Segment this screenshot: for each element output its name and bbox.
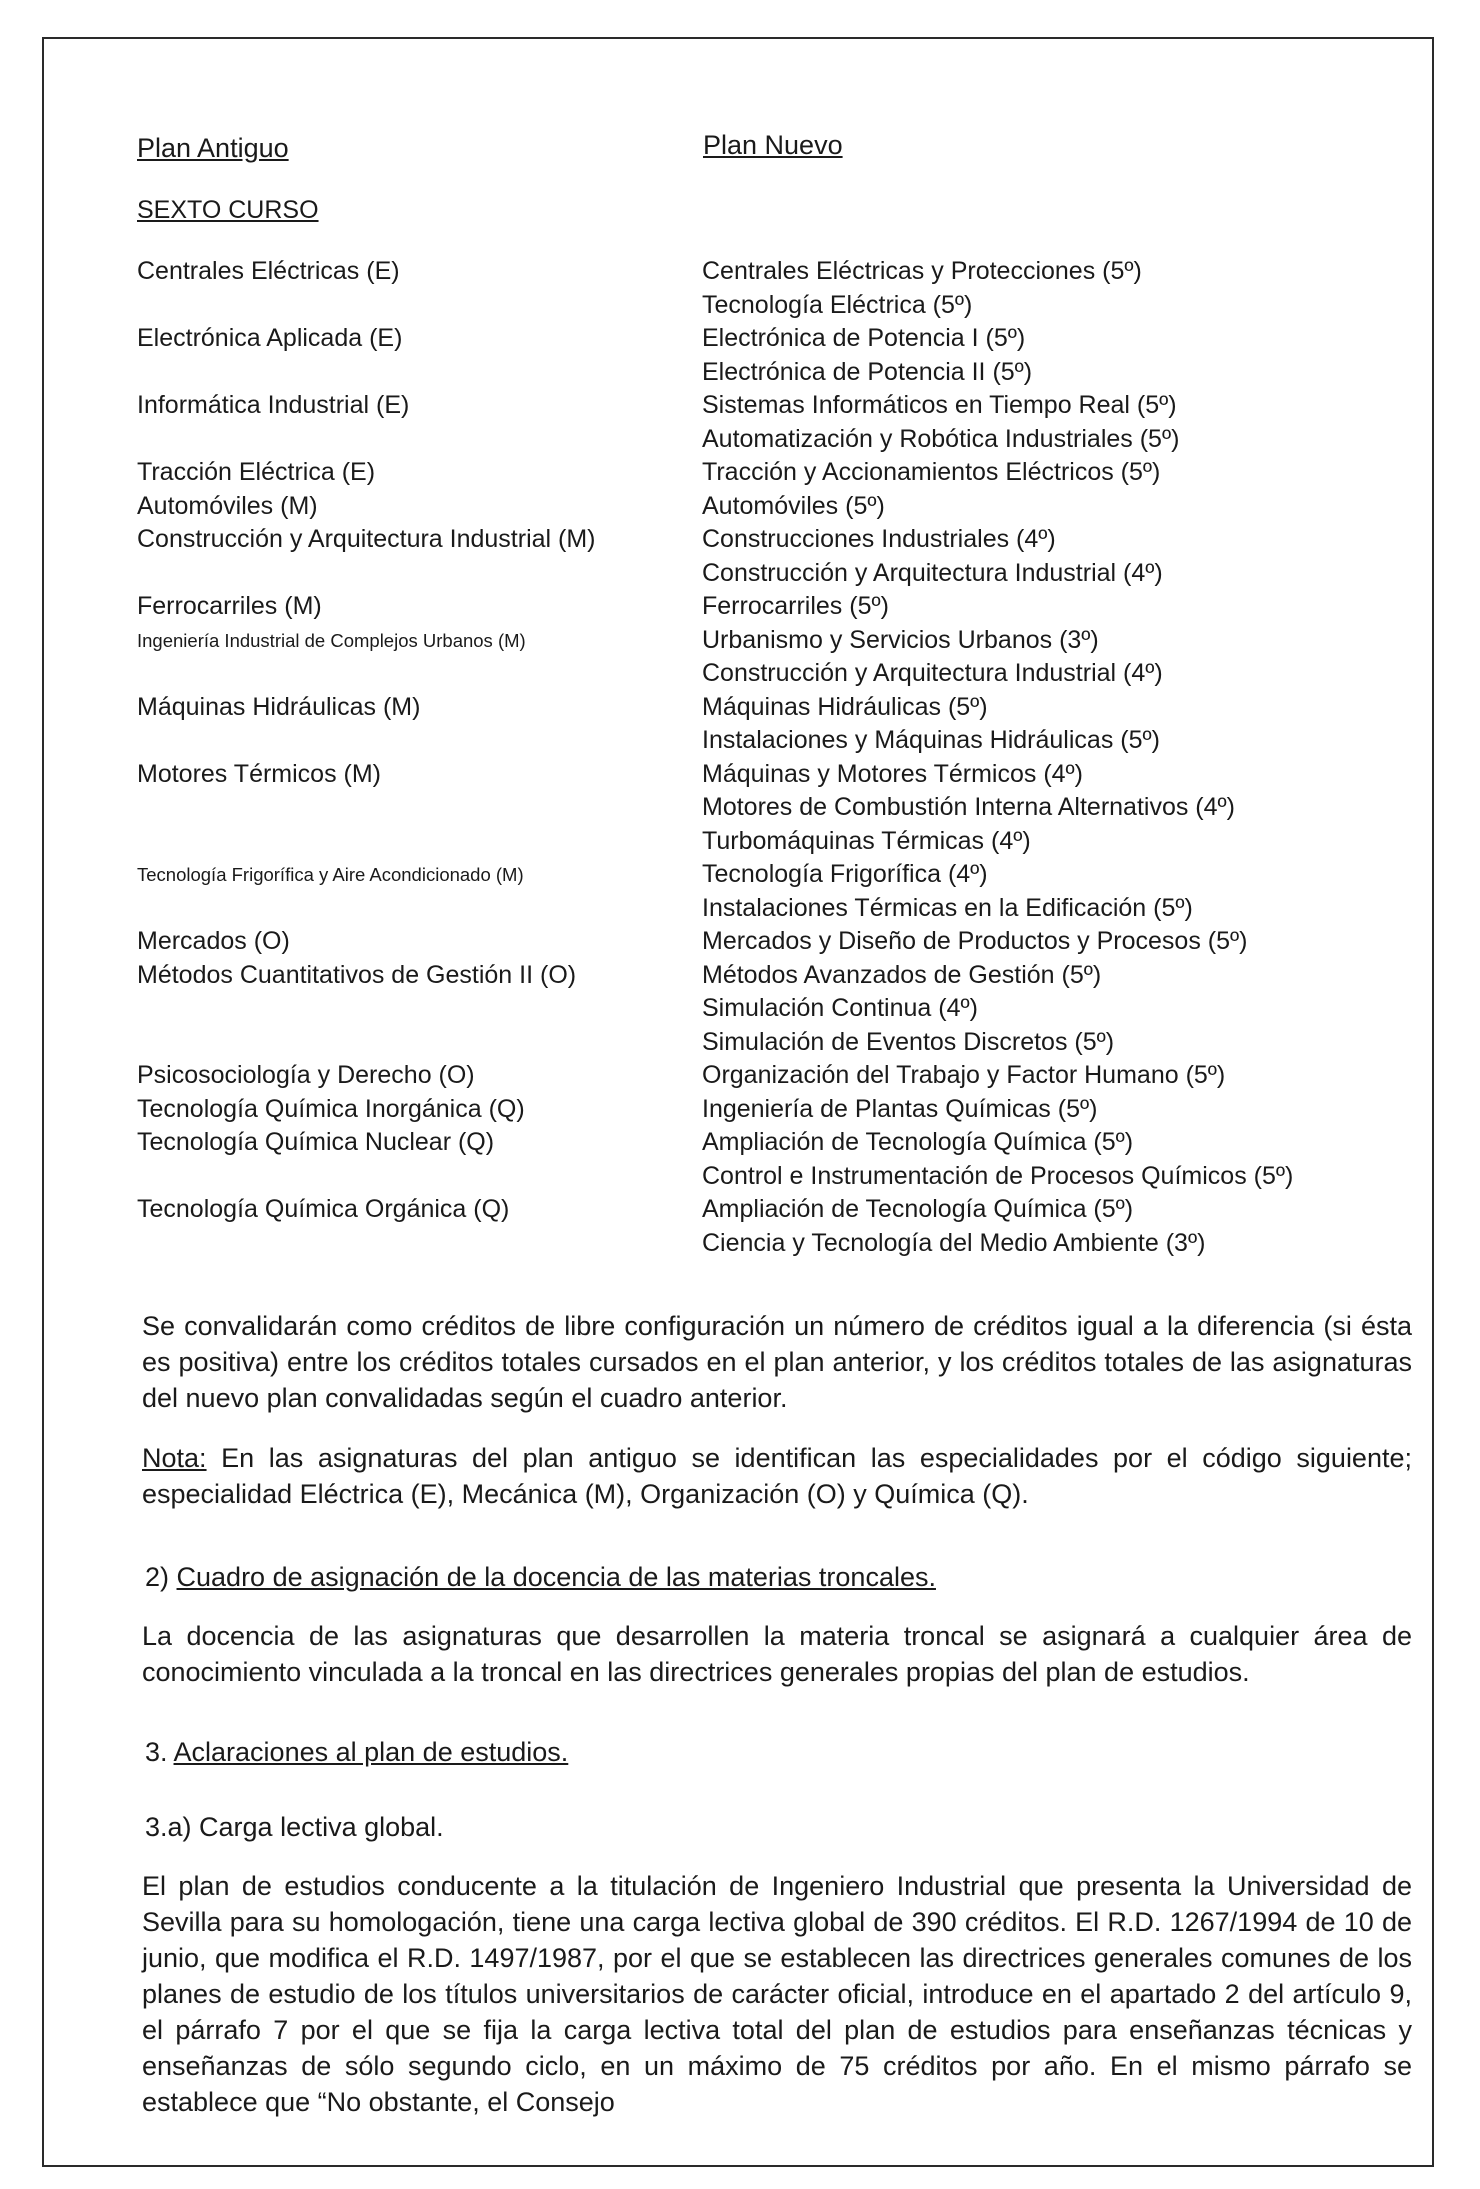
correspondence-row — [137, 925, 1367, 959]
old-subject: Informática Industrial (E) — [137, 391, 410, 419]
section-3-number: 3. — [145, 1737, 174, 1767]
new-plan-cell — [702, 858, 1367, 925]
new-subject: Motores de Combustión Interna Alternativos (4º) — [702, 793, 1235, 821]
correspondence-row — [137, 1059, 1367, 1093]
new-subject: Ingeniería de Plantas Químicas (5º) — [702, 1094, 1098, 1123]
new-subject: Ferrocarriles (5º) — [702, 592, 889, 620]
new-subject: Organización del Trabajo y Factor Humano (5º) — [702, 1061, 1226, 1089]
new-subject: Simulación de Eventos Discretos (5º) — [702, 1027, 1115, 1056]
correspondence-row — [137, 758, 1367, 859]
old-subject: Máquinas Hidráulicas (M) — [137, 692, 421, 721]
correspondence-row — [137, 456, 1367, 490]
new-subject: Construcción y Arquitectura Industrial (4º) — [702, 659, 1163, 687]
new-subject: Ampliación de Tecnología Química (5º) — [702, 1195, 1134, 1223]
new-plan-cell — [702, 322, 1367, 389]
old-plan-cell — [137, 624, 702, 691]
new-subject: Simulación Continua (4º) — [702, 994, 978, 1022]
section-2-paragraph: La docencia de las asignaturas que desarrollen la materia troncal se asignará a cualquier área de conocimiento vinculada a la troncal en las directrices generales propias del plan de estudios. — [142, 1621, 1412, 1687]
section-2-heading — [145, 1562, 936, 1593]
new-subject: Electrónica de Potencia I (5º) — [702, 324, 1026, 352]
section-2-number: 2) — [145, 1562, 177, 1592]
new-plan-cell — [702, 758, 1367, 859]
old-subject: Métodos Cuantitativos de Gestión II (O) — [137, 960, 577, 989]
old-subject: Tecnología Química Orgánica (Q) — [137, 1195, 510, 1223]
new-plan-cell — [702, 925, 1367, 959]
old-subject: Tecnología Química Inorgánica (Q) — [137, 1094, 525, 1123]
correspondence-row — [137, 691, 1367, 758]
new-subject: Tracción y Accionamientos Eléctricos (5º) — [702, 458, 1161, 486]
new-subject: Urbanismo y Servicios Urbanos (3º) — [702, 625, 1099, 654]
section-3a-paragraph: El plan de estudios conducente a la titulación de Ingeniero Industrial que presenta la Universidad de Sevilla para su homologación, tiene una carga lectiva global de 390 créditos. El R.D. 1267/1994 de 10 de junio, que modifica el R.D. 1497/1987, por el que se establecen las directrices generales comunes de los planes de estudio de los títulos universitarios de carácter oficial, introduce en el apartado 2 del artículo 9, el párrafo 7 por el que se fija la carga lectiva total del plan de estudios para enseñanzas técnicas y enseñanzas de sólo segundo ciclo, en un máximo de 75 créditos por año. En el mismo párrafo se establece que “No obstante, el Consejo — [142, 1871, 1412, 2117]
new-subject: Ampliación de Tecnología Química (5º) — [702, 1128, 1134, 1156]
new-plan-cell — [702, 456, 1367, 490]
new-subject: Tecnología Eléctrica (5º) — [702, 290, 973, 319]
old-plan-cell — [137, 858, 702, 925]
correspondence-row — [137, 858, 1367, 925]
old-subject: Tracción Eléctrica (E) — [137, 458, 376, 486]
correspondence-row — [137, 523, 1367, 590]
new-subject: Sistemas Informáticos en Tiempo Real (5º) — [702, 391, 1177, 419]
nota-paragraph — [142, 1440, 1412, 1512]
new-plan-cell — [702, 1059, 1367, 1093]
nota-text: En las asignaturas del plan antiguo se identifican las especialidades por el código siguiente; especialidad Eléctrica (E), Mecánica (M), Organización (O) y Química (Q). — [142, 1443, 1412, 1509]
old-subject: Mercados (O) — [137, 927, 290, 955]
new-subject: Instalaciones Térmicas en la Edificación (5º) — [702, 893, 1193, 922]
old-subject: Tecnología Frigorífica y Aire Acondicionado (M) — [137, 864, 524, 885]
old-plan-cell — [137, 1093, 702, 1127]
old-subject: Tecnología Química Nuclear (Q) — [137, 1128, 495, 1156]
nota-label: Nota: — [142, 1443, 207, 1473]
old-plan-cell — [137, 1059, 702, 1093]
new-subject: Máquinas y Motores Térmicos (4º) — [702, 759, 1084, 788]
correspondence-row — [137, 624, 1367, 691]
new-plan-cell — [702, 1193, 1367, 1260]
new-subject: Tecnología Frigorífica (4º) — [702, 860, 988, 888]
new-subject: Electrónica de Potencia II (5º) — [702, 357, 1033, 386]
old-plan-cell — [137, 523, 702, 590]
old-subject: Centrales Eléctricas (E) — [137, 257, 400, 285]
new-subject: Automatización y Robótica Industriales (5º) — [702, 424, 1180, 453]
new-subject: Automóviles (5º) — [702, 491, 885, 520]
old-subject: Motores Térmicos (M) — [137, 759, 382, 788]
correspondence-row — [137, 1126, 1367, 1193]
correspondence-row — [137, 322, 1367, 389]
new-subject: Ciencia y Tecnología del Medio Ambiente (3º) — [702, 1228, 1206, 1257]
old-subject: Psicosociología y Derecho (O) — [137, 1061, 475, 1089]
correspondence-row — [137, 490, 1367, 524]
old-plan-cell — [137, 490, 702, 524]
new-plan-cell — [702, 959, 1367, 1060]
new-subject: Centrales Eléctricas y Protecciones (5º) — [702, 257, 1142, 285]
old-plan-cell — [137, 959, 702, 1060]
old-subject: Ingeniería Industrial de Complejos Urbanos (M) — [137, 629, 526, 651]
old-plan-cell — [137, 322, 702, 389]
new-subject: Mercados y Diseño de Productos y Procesos (5º) — [702, 927, 1248, 955]
new-plan-cell — [702, 624, 1367, 691]
old-plan-cell — [137, 758, 702, 859]
section-3a-heading: 3.a) Carga lectiva global. — [145, 1812, 444, 1842]
old-plan-cell — [137, 925, 702, 959]
section-3-title: Aclaraciones al plan de estudios. — [173, 1737, 569, 1767]
convalidacion-paragraph: Se convalidarán como créditos de libre configuración un número de créditos igual a la diferencia (si ésta es positiva) entre los créditos totales cursados en el plan anterior, y los créditos totales de las asignaturas del nuevo plan convalidadas según el cuadro anterior. — [142, 1311, 1412, 1413]
old-plan-cell — [137, 389, 702, 456]
new-subject: Turbomáquinas Térmicas (4º) — [702, 826, 1031, 855]
old-plan-cell — [137, 691, 702, 758]
new-plan-cell — [702, 691, 1367, 758]
new-plan-cell — [702, 523, 1367, 590]
old-subject: Automóviles (M) — [137, 491, 318, 520]
section-3-heading — [145, 1737, 568, 1768]
old-subject: Electrónica Aplicada (E) — [137, 324, 403, 352]
correspondence-row — [137, 590, 1367, 624]
correspondence-row — [137, 959, 1367, 1060]
old-subject: Ferrocarriles (M) — [137, 592, 322, 620]
new-plan-cell — [702, 1126, 1367, 1193]
new-plan-cell — [702, 389, 1367, 456]
correspondence-table — [137, 255, 1367, 1260]
sexto-curso-heading: SEXTO CURSO — [137, 196, 319, 224]
old-plan-cell — [137, 1126, 702, 1193]
new-subject: Instalaciones y Máquinas Hidráulicas (5º) — [702, 726, 1160, 754]
old-subject: Construcción y Arquitectura Industrial (M) — [137, 525, 596, 553]
new-subject: Máquinas Hidráulicas (5º) — [702, 692, 988, 721]
new-subject: Construcciones Industriales (4º) — [702, 525, 1056, 553]
plan-antiguo-heading: Plan Antiguo — [137, 133, 289, 163]
new-subject: Control e Instrumentación de Procesos Químicos (5º) — [702, 1161, 1294, 1190]
plan-nuevo-heading: Plan Nuevo — [703, 130, 843, 160]
old-plan-cell — [137, 590, 702, 624]
old-plan-cell — [137, 456, 702, 490]
correspondence-row — [137, 1193, 1367, 1260]
new-subject: Métodos Avanzados de Gestión (5º) — [702, 960, 1102, 989]
correspondence-row — [137, 389, 1367, 456]
correspondence-row — [137, 1093, 1367, 1127]
new-plan-cell — [702, 590, 1367, 624]
old-plan-cell — [137, 255, 702, 322]
new-plan-cell — [702, 490, 1367, 524]
correspondence-row — [137, 255, 1367, 322]
section-2-title: Cuadro de asignación de la docencia de las materias troncales. — [176, 1562, 936, 1592]
new-subject: Construcción y Arquitectura Industrial (4º) — [702, 558, 1163, 587]
new-plan-cell — [702, 1093, 1367, 1127]
new-plan-cell — [702, 255, 1367, 322]
old-plan-cell — [137, 1193, 702, 1260]
